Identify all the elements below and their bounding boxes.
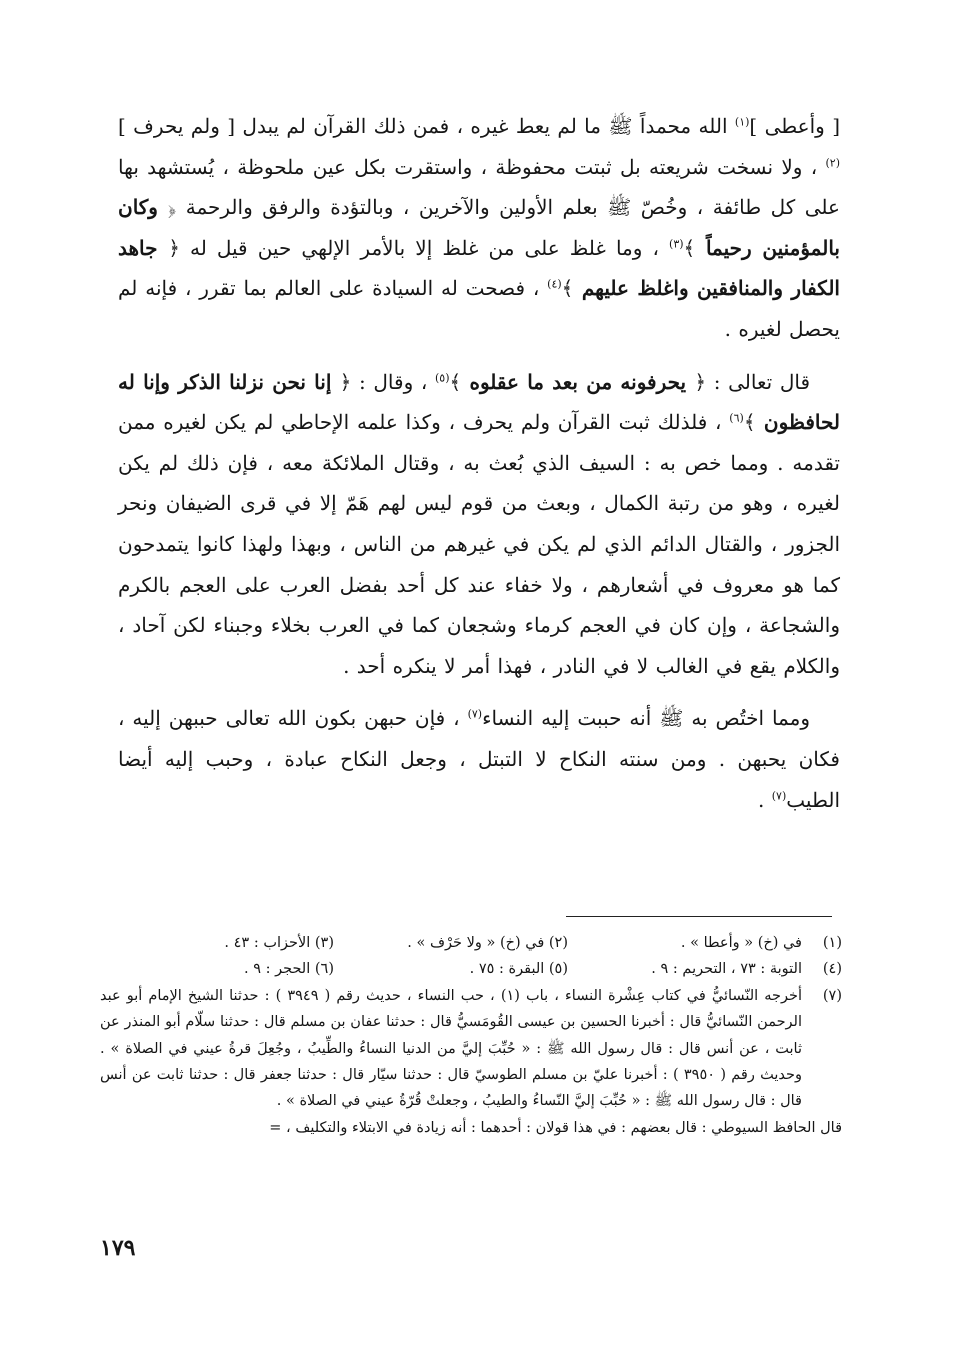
text-run: ، وما غلظ على من غلظ إلا بالأمر الإلهي حين قيل له — [179, 235, 670, 260]
footnote-divider — [566, 916, 832, 917]
footnote-ref[interactable]: (٧) — [771, 788, 787, 802]
quran-bracket-open: ﴿ — [168, 235, 180, 260]
text-run: ، فإن حبهن بكون الله تعالى حببهن إليه ، فكان يحبهن . ومن سنته النكاح لا التبتل ، وجعل النكاح عبادة ، وحبب إليه أيضا الطيب — [118, 706, 840, 812]
text-run: ومما اختُص به ﷺ أنه حببت إليه النساء — [482, 706, 810, 731]
footnote-continuation: قال الحافظ السيوطي : قال بعضهم : في هذا قولان : أحدهما : أنه زيادة في الابتلاء والتكليف ، = — [269, 1119, 842, 1136]
footnote-text: (٥) البقرة : ٧٥ . — [469, 961, 568, 978]
text-run: الله محمداً ﷺ ما لم يعط غيره ، فمن ذلك القرآن لم يبدل [ ولم يحرف ] — [118, 114, 735, 138]
footnote-items — [100, 956, 802, 982]
footnote-text: التوبة : ٧٣ ، التحريم : ٩ . — [651, 961, 802, 978]
quran-bracket-open: ﴿ — [694, 369, 707, 394]
footnote-ref[interactable]: (٤) — [547, 277, 562, 291]
quran-bracket-close: ﴾ — [449, 369, 462, 394]
footnote-row — [100, 956, 842, 982]
quran-verse: جاهد الكفار والمنافقين واغلظ عليهم — [118, 235, 840, 301]
quran-bracket-close: ﴾ — [683, 235, 696, 260]
footnote-ref[interactable]: (١) — [734, 115, 750, 129]
paragraph-1 — [118, 106, 840, 350]
main-text — [118, 106, 840, 820]
text-run: ، فصحت له السيادة على العالم بما تقرر ، فإنه لم يحصل لغيره . — [118, 276, 840, 341]
text-run: قال تعالى : — [706, 369, 811, 394]
paragraph-2 — [118, 362, 840, 687]
footnote-row — [100, 983, 842, 1115]
footnote-row — [100, 930, 842, 956]
footnote-text: أخرجه النّسائيُّ في كتاب عِشْرة النساء ، باب (١) ، حب النساء ، حديث رقم ( ٣٩٤٩ ) : حدثنا الشيخ الإمام أبو عبد الرحمن النّسائيُّ قال : أخبرنا الحسين بن عيسى القُومَسيُّ قال : حدثنا عفان بن مسلم قال : حدثنا سلّام أبو المنذر عن ثابت ، عن أنس قال : قال رسول الله ﷺ : « حُبِّبَ إليَّ من الدنيا النساءُ والطِّيبُ ، وجُعِلَ قرةُ عيني في الصلاة » . وحديث رقم ( ٣٩٥٠ ) : أخبرنا عليّ بن مسلم الطوسيّ قال : حدثنا سيّار قال : حدثنا جعفر قال : حدثنا ثابت عن أنس قال : قال رسول الله ﷺ : « حُبِّبَ إليَّ النّساءُ والطيبُ ، وجعلتْ قُرّةُ عيني في الصلاة » . — [100, 987, 802, 1110]
footnote-ref[interactable]: (٣) — [669, 237, 684, 251]
footnote-items — [100, 930, 802, 956]
footnote-text: في (خ) « وأعطا » . — [680, 935, 802, 951]
text-run: ، وقال : — [351, 369, 435, 394]
footnote-ref[interactable]: (٢) — [825, 155, 840, 169]
footnote-number: (٧) — [822, 987, 842, 1004]
quran-bracket-close: ﴾ — [743, 410, 756, 435]
quran-bracket-close: ﴾ — [561, 276, 574, 301]
footnote-number: (١) — [822, 935, 842, 951]
quran-verse: وكان بالمؤمنين رحيماً — [118, 195, 840, 260]
footnote-text: (٦) الحجر : ٩ . — [243, 961, 334, 978]
quran-bracket-open: ﴿ — [339, 369, 352, 394]
footnote-ref[interactable]: (٧) — [467, 707, 483, 721]
quran-verse: إنا نحن نزلنا الذكر وإنا له لحافظون — [118, 369, 841, 435]
text-run: ، فلذلك ثبت القرآن ولم يحرف ، وكذا علمه الإحاطي لم يكن لغيره ممن تقدمه . ومما خص به : السيف الذي بُعث به ، وقتال الملائكة معه ، فإن ذلك لم يكن لغيره ، وهو من رتبة الكمال ، وبعث من قوم ليس لهم هَمّ إلا في قرى الضيفان ونحر الجزور ، والقتال الدائم الذي لم يكن في غيرهم من الناس ، وبهذا ولهذا كانوا يتمدحون كما هو معروف في أشعارهم ، ولا خفاء عند كل أحد بفضل العرب على العجم بالكرم والشجاعة ، وإن كان في العجم كرماء وشجعان كما في العرب بخلاء وجبناء لكن آحاد ، والكلام يقع في الغالب لا في النادر ، فهذا أمر لا ينكره أحد . — [118, 410, 840, 678]
text-run: . — [758, 787, 772, 812]
text-run: ، ولا نسخت شريعته بل ثبتت محفوظة ، واستقرت بكل عين ملحوظة ، يُستشهد بها على كل طائفة ، وخُصّ ﷺ بعلم الأولين والآخرين ، وبالتؤدة والرفق والرحمة — [118, 154, 840, 220]
footnote-number: (٤) — [822, 961, 842, 978]
footnote-ref[interactable]: (٦) — [729, 411, 744, 425]
footnote-text: (٢) في (خ) « ولا حَرْف » . — [407, 935, 568, 951]
footnote-text: (٣) الأحزاب : ٤٣ . — [224, 935, 334, 951]
footnote-ref[interactable]: (٥) — [434, 370, 450, 384]
page-number: ١٧٩ — [100, 1235, 136, 1261]
text-run: [ وأعطى ] — [749, 114, 840, 138]
quran-bracket-open: ﴿ — [168, 195, 177, 220]
quran-verse: يحرفونه من بعد ما عقلوه — [461, 369, 695, 394]
footnotes — [100, 930, 842, 1141]
paragraph-3 — [118, 698, 840, 820]
